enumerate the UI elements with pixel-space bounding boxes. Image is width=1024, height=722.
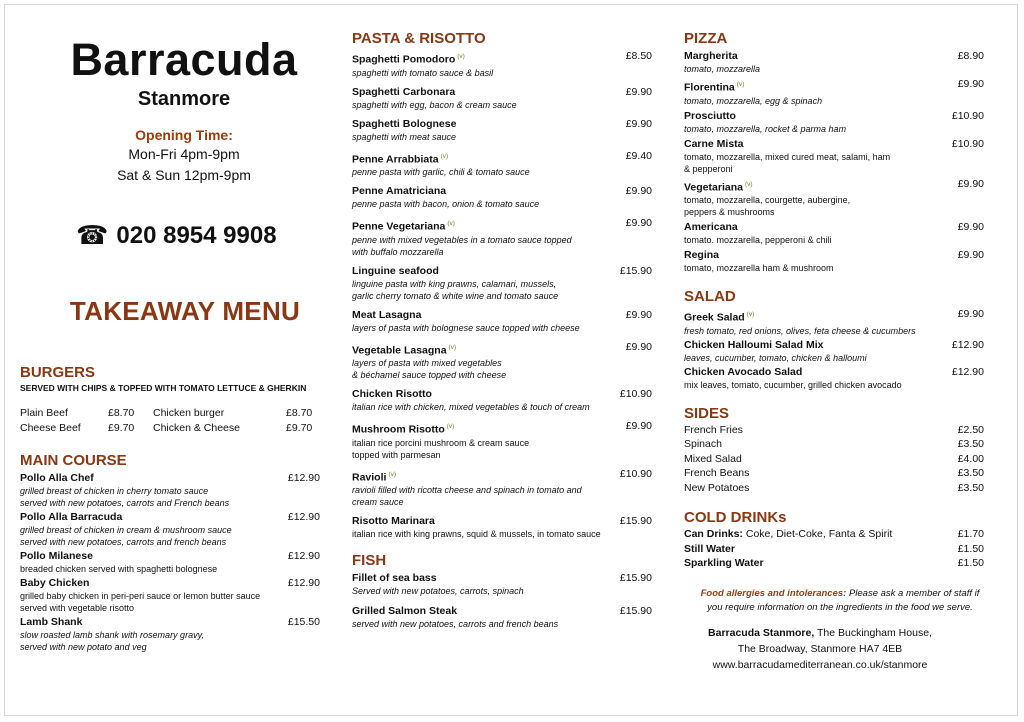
phone-number <box>76 220 277 251</box>
section-title-sides: SIDES <box>684 404 730 422</box>
menu-item-name <box>684 249 1004 262</box>
menu-item-description: grilled breast of chicken in cherry tomato sauce <box>20 486 209 496</box>
menu-item-description: & pepperoni <box>684 163 733 174</box>
item-name-text: Grilled Salmon Steak <box>352 605 458 617</box>
item-name-text: Margherita <box>684 50 738 62</box>
item-name-text: Meat Lasagna <box>352 308 422 321</box>
menu-item-name <box>684 423 1004 438</box>
menu-item <box>684 178 1004 219</box>
burger-price: £9.70 <box>286 422 313 434</box>
menu-item-description: peppers & mushrooms <box>684 207 775 217</box>
menu-item-description: spaghetti with meat sauce <box>352 131 457 142</box>
item-name-text: Penne Vegetariana <box>352 220 446 233</box>
item-name-text: Penne Amatriciana <box>352 185 447 197</box>
menu-item-name <box>352 150 652 167</box>
burger-name: Chicken & Cheese <box>153 422 240 434</box>
menu-item <box>352 420 652 461</box>
item-name-text: Chicken Avocado Salad <box>684 365 803 378</box>
menu-item-price: £10.90 <box>951 137 984 150</box>
menu-item <box>684 466 1004 481</box>
menu-item-description: layers of pasta with mixed vegetables <box>352 358 502 368</box>
main-course-list <box>20 472 320 653</box>
menu-item-price: £12.90 <box>287 550 320 562</box>
menu-item-name <box>352 420 652 437</box>
menu-item <box>684 50 1004 75</box>
item-name-text: Carne Mista <box>684 137 744 150</box>
menu-item-price: £3.50 <box>957 481 984 494</box>
menu-item-price: £8.50 <box>625 50 652 62</box>
item-name-text: Spaghetti Bolognese <box>352 117 457 130</box>
menu-item-price: £15.90 <box>619 572 652 584</box>
menu-item-price: £12.90 <box>287 472 320 484</box>
menu-item-price: £9.90 <box>957 308 984 320</box>
section-title-cold-drinks: COLD DRINKs <box>684 509 787 526</box>
section-title-burgers: BURGERS <box>20 364 96 381</box>
column-left <box>20 364 320 653</box>
menu-item-description: served with new potatoes, carrots and French beans <box>20 498 230 508</box>
menu-item <box>684 423 1004 438</box>
menu-item-price: £1.50 <box>957 542 984 555</box>
menu-item-name <box>352 468 652 485</box>
menu-item <box>20 577 320 614</box>
address-name: Barracuda Stanmore, <box>708 626 815 639</box>
menu-item <box>684 249 1004 274</box>
menu-item-description: penne with mixed vegetables in a tomato sauce topped <box>352 234 572 245</box>
menu-item-description: tomato, mozzarella <box>684 64 761 74</box>
menu-item <box>684 221 1004 246</box>
menu-item-name <box>684 556 1004 571</box>
pizza-list <box>684 50 1004 274</box>
menu-item <box>352 265 652 302</box>
item-name-text: Prosciutto <box>684 109 736 122</box>
brand-block <box>44 34 324 186</box>
menu-item-description: cream sauce <box>352 497 404 507</box>
vegetarian-mark: (v) <box>446 423 455 430</box>
menu-item <box>352 572 652 597</box>
menu-item-price: £9.90 <box>625 185 652 197</box>
menu-item-name <box>352 605 652 618</box>
menu-item <box>352 217 652 258</box>
menu-item-price: £15.90 <box>619 605 652 617</box>
menu-item-name <box>684 178 1004 195</box>
menu-item-description: italian rice with king prawns, squid & mussels, in tomato sauce <box>352 529 601 539</box>
menu-item-price: £4.00 <box>957 452 984 465</box>
menu-item-description: italian rice with chicken, mixed vegetables & touch of cream <box>352 402 590 412</box>
menu-item-description: layers of pasta with bolognese sauce topped with cheese <box>352 322 580 333</box>
menu-item <box>352 341 652 382</box>
menu-item-description: breaded chicken served with spaghetti bolognese <box>20 564 218 574</box>
menu-item-description: served with vegetable risotto <box>20 603 135 613</box>
menu-item-price: £10.90 <box>619 467 652 480</box>
item-extra-text: Coke, Diet-Coke, Fanta & Spirit <box>742 528 893 540</box>
item-name-text: Mushroom Risotto <box>352 423 445 436</box>
item-name-text: Vegetable Lasagna <box>352 344 447 356</box>
menu-item <box>352 468 652 509</box>
vegetarian-mark: (v) <box>448 343 457 351</box>
menu-item <box>684 78 1004 107</box>
menu-item <box>352 150 652 179</box>
menu-item-name <box>684 481 1004 496</box>
menu-item-description: grilled breast of chicken in cream & mushroom sauce <box>20 525 232 535</box>
menu-item-name <box>684 452 1004 467</box>
menu-item-name <box>352 265 652 278</box>
menu-item <box>352 86 652 111</box>
item-name-text: Chicken Risotto <box>352 388 432 400</box>
menu-item-price: £9.90 <box>957 249 984 261</box>
item-name-text: Spinach <box>684 438 722 450</box>
menu-item <box>352 118 652 143</box>
menu-item-name <box>684 221 1004 234</box>
item-name-text: Penne Arrabbiata <box>352 153 439 165</box>
burger-price: £8.70 <box>286 407 313 419</box>
item-name-text: Florentina <box>684 81 735 94</box>
menu-item-name <box>352 50 652 67</box>
menu-item-description: served with new potatoes, carrots and french beans <box>20 537 227 547</box>
menu-item-description: spaghetti with egg, bacon & cream sauce <box>352 99 517 110</box>
menu-item-name <box>20 616 320 629</box>
allergy-notice <box>680 587 1000 615</box>
menu-item-price: £12.90 <box>951 338 984 351</box>
menu-item-description: tomato, mozzarella ham & mushroom <box>684 263 834 273</box>
menu-item-name <box>352 341 652 358</box>
menu-item-name <box>684 437 1004 452</box>
menu-item-description: linguine pasta with king prawns, calamari, mussels, <box>352 278 557 289</box>
menu-item-price: £3.50 <box>957 438 984 450</box>
menu-item <box>684 556 1004 571</box>
menu-item-price: £9.90 <box>625 308 652 321</box>
vegetarian-mark: (v) <box>744 180 753 188</box>
menu-item-description: tomato, mozzarella, rocket & parma ham <box>684 123 847 134</box>
menu-item <box>20 511 320 548</box>
item-name-text: Linguine seafood <box>352 264 439 277</box>
section-title-fish: FISH <box>352 552 387 569</box>
menu-item-name <box>20 577 320 590</box>
menu-item-price: £12.90 <box>951 365 984 378</box>
menu-item <box>352 50 652 79</box>
menu-item-name <box>684 527 1004 542</box>
menu-item <box>684 110 1004 135</box>
fish-list <box>352 572 652 630</box>
menu-item-description: penne pasta with garlic, chili & tomato sauce <box>352 167 530 177</box>
menu-item-price: £9.90 <box>625 420 652 432</box>
menu-item-price: £2.50 <box>957 423 984 436</box>
menu-item-description: penne pasta with bacon, onion & tomato sauce <box>352 199 540 209</box>
menu-item-price: £15.90 <box>619 264 652 277</box>
vegetarian-mark: (v) <box>457 53 465 60</box>
item-name-text: French Beans <box>684 467 750 479</box>
menu-item-name <box>20 472 320 485</box>
menu-item-price: £9.90 <box>957 177 984 190</box>
menu-item-price: £9.90 <box>625 340 652 353</box>
section-title-salad: SALAD <box>684 288 736 305</box>
item-name-text: Pollo Alla Chef <box>20 472 94 484</box>
menu-item-description: with buffalo mozzarella <box>352 246 444 257</box>
item-name-text: Greek Salad <box>684 311 745 324</box>
menu-item-name <box>684 50 1004 63</box>
menu-item <box>684 308 1004 337</box>
allergy-label: Food allergies and intolerances: <box>700 587 847 599</box>
menu-item-price: £9.90 <box>957 221 984 233</box>
menu-item-description: slow roasted lamb shank with rosemary gravy, <box>20 630 204 640</box>
item-name-text: Pollo Alla Barracuda <box>20 511 123 523</box>
menu-item-price: £9.40 <box>625 149 652 162</box>
menu-item-name <box>352 515 652 528</box>
vegetarian-mark: (v) <box>746 311 755 318</box>
takeaway-menu-title: TAKEAWAY MENU <box>69 296 301 326</box>
menu-item <box>352 388 652 413</box>
section-title-pizza: PIZZA <box>684 30 728 47</box>
burger-price: £8.70 <box>108 407 135 419</box>
item-name-text: Mixed Salad <box>684 452 742 465</box>
menu-item-description: served with new potatoes, carrots and french beans <box>352 619 559 629</box>
menu-item-name <box>352 388 652 401</box>
website-link[interactable]: www.barracudamediterranean.co.uk/stanmore <box>712 658 928 671</box>
cold-drinks-list <box>684 527 1004 571</box>
burger-name: Cheese Beef <box>20 422 81 434</box>
sides-list <box>684 423 1004 496</box>
menu-item-description: topped with parmesan <box>352 449 441 460</box>
item-name-text: Still Water <box>684 542 735 555</box>
menu-item-name <box>352 86 652 99</box>
menu-item-name <box>352 217 652 234</box>
vegetarian-mark: (v) <box>447 220 455 227</box>
menu-item-description: garlic cherry tomato & white wine and tomato sauce <box>352 290 559 301</box>
menu-item-description: mix leaves, tomato, cucumber, grilled chicken avocado <box>684 379 902 390</box>
menu-item-name <box>352 118 652 131</box>
menu-item-price: £15.90 <box>619 515 652 527</box>
menu-item-name <box>20 550 320 563</box>
telephone-icon: ☎ <box>76 220 109 250</box>
menu-item-name <box>684 466 1004 481</box>
restaurant-address <box>660 625 980 673</box>
item-name-text: French Fries <box>684 423 743 436</box>
column-middle <box>352 30 652 630</box>
menu-item-price: £9.90 <box>625 117 652 130</box>
item-name-text: Lamb Shank <box>20 616 83 628</box>
item-name-text: Pollo Milanese <box>20 550 93 562</box>
opening-hours-weekend: Sat & Sun 12pm-9pm <box>117 167 251 183</box>
burgers-list <box>20 406 320 436</box>
address-line-2: The Broadway, Stanmore HA7 4EB <box>737 642 903 655</box>
item-name-text: Sparkling Water <box>684 557 764 569</box>
item-name-text: Regina <box>684 249 720 261</box>
menu-item-price: £12.90 <box>287 511 320 523</box>
phone-text: 020 8954 9908 <box>116 221 277 249</box>
item-name-text: Baby Chicken <box>20 577 90 589</box>
menu-item <box>20 550 320 575</box>
burger-price: £9.70 <box>108 422 135 434</box>
menu-item-description: & béchamel sauce topped with cheese <box>352 370 507 380</box>
allergy-text-2: you require information on the ingredients in the food we serve. <box>707 601 973 613</box>
menu-item-price: £10.90 <box>619 388 652 400</box>
menu-item-price: £9.90 <box>957 78 984 90</box>
burger-name: Chicken burger <box>153 407 225 419</box>
menu-item <box>20 472 320 509</box>
menu-item-description: fresh tomato, red onions, olives, feta cheese & cucumbers <box>684 325 916 336</box>
menu-item-description: served with new potato and veg <box>20 642 147 652</box>
menu-item-description: tomato. mozzarella, pepperoni & chili <box>684 235 832 245</box>
menu-item-price: £1.70 <box>957 528 984 540</box>
menu-item <box>684 138 1004 175</box>
menu-item <box>684 542 1004 557</box>
opening-hours-weekday: Mon-Fri 4pm-9pm <box>128 146 240 162</box>
opening-time-title: Opening Time: <box>135 127 233 143</box>
menu-item-price: £8.90 <box>957 50 984 62</box>
salad-list <box>684 308 1004 391</box>
address-line-1: The Buckingham House, <box>814 626 932 639</box>
pasta-list <box>352 50 652 540</box>
brand-subtitle: Stanmore <box>137 88 231 110</box>
menu-item <box>684 437 1004 452</box>
menu-item-price: £10.90 <box>951 109 984 122</box>
menu-item <box>684 527 1004 542</box>
menu-item-name <box>684 542 1004 557</box>
column-right <box>684 30 1004 673</box>
menu-item-name <box>684 78 1004 95</box>
menu-item-price: £9.90 <box>625 217 652 229</box>
menu-item-description: grilled baby chicken in peri-peri sauce or lemon butter sauce <box>20 591 261 601</box>
menu-item <box>684 366 1004 391</box>
burger-name: Plain Beef <box>20 407 68 419</box>
menu-item-price: £1.50 <box>957 557 984 569</box>
brand-title: Barracuda <box>70 34 298 85</box>
menu-item-description: tomato, mozzarella, mixed cured meat, salami, ham <box>684 151 891 162</box>
menu-item-description: ravioli filled with ricotta cheese and spinach in tomato and <box>352 485 582 495</box>
vegetarian-mark: (v) <box>736 81 745 88</box>
vegetarian-mark: (v) <box>388 470 397 478</box>
menu-item-price: £12.90 <box>287 577 320 589</box>
menu-item-description: Served with new potatoes, carrots, spinach <box>352 586 524 596</box>
menu-item-name <box>20 511 320 524</box>
item-name-text: Chicken Halloumi Salad Mix <box>684 338 824 351</box>
burger-row <box>20 421 320 436</box>
menu-item-name <box>352 309 652 322</box>
menu-item <box>684 339 1004 364</box>
item-name-text: Can Drinks: <box>684 528 743 540</box>
item-name-text: Spaghetti Carbonara <box>352 85 456 98</box>
item-name-text: Spaghetti Pomodoro <box>352 53 456 66</box>
menu-item <box>684 481 1004 496</box>
menu-item <box>352 309 652 334</box>
menu-item-name <box>684 308 1004 325</box>
menu-item-description: tomato, mozzarella, courgette, aubergine, <box>684 195 851 205</box>
menu-item-description: leaves, cucumber, tomato, chicken & halloumi <box>684 352 867 363</box>
burgers-note: SERVED WITH CHIPS & TOPFED WITH TOMATO LETTUCE & GHERKIN <box>20 383 307 393</box>
item-name-text: Vegetariana <box>684 181 743 193</box>
item-name-text: Americana <box>684 221 738 233</box>
menu-item <box>352 515 652 540</box>
item-name-text: Fillet of sea bass <box>352 572 437 584</box>
item-name-text: Risotto Marinara <box>352 515 435 527</box>
menu-item <box>20 616 320 653</box>
menu-item-price: £15.50 <box>287 616 320 628</box>
menu-item-price: £9.90 <box>625 85 652 98</box>
menu-item <box>352 185 652 210</box>
menu-item <box>684 452 1004 467</box>
allergy-text-1: Please ask a member of staff if <box>846 587 980 599</box>
menu-item-description: spaghetti with tomato sauce & basil <box>352 67 494 78</box>
menu-item <box>352 605 652 630</box>
menu-item-description: tomato, mozzarella, egg & spinach <box>684 95 823 106</box>
section-title-pasta: PASTA & RISOTTO <box>352 30 486 47</box>
vegetarian-mark: (v) <box>440 152 449 160</box>
burger-row <box>20 406 320 421</box>
item-name-text: Ravioli <box>352 471 387 483</box>
menu-item-price: £3.50 <box>957 467 984 479</box>
item-name-text: New Potatoes <box>684 481 750 494</box>
section-title-main-course: MAIN COURSE <box>20 452 127 469</box>
menu-item-name <box>352 572 652 585</box>
menu-item-description: italian rice porcini mushroom & cream sauce <box>352 437 530 448</box>
menu-item-name <box>352 185 652 198</box>
